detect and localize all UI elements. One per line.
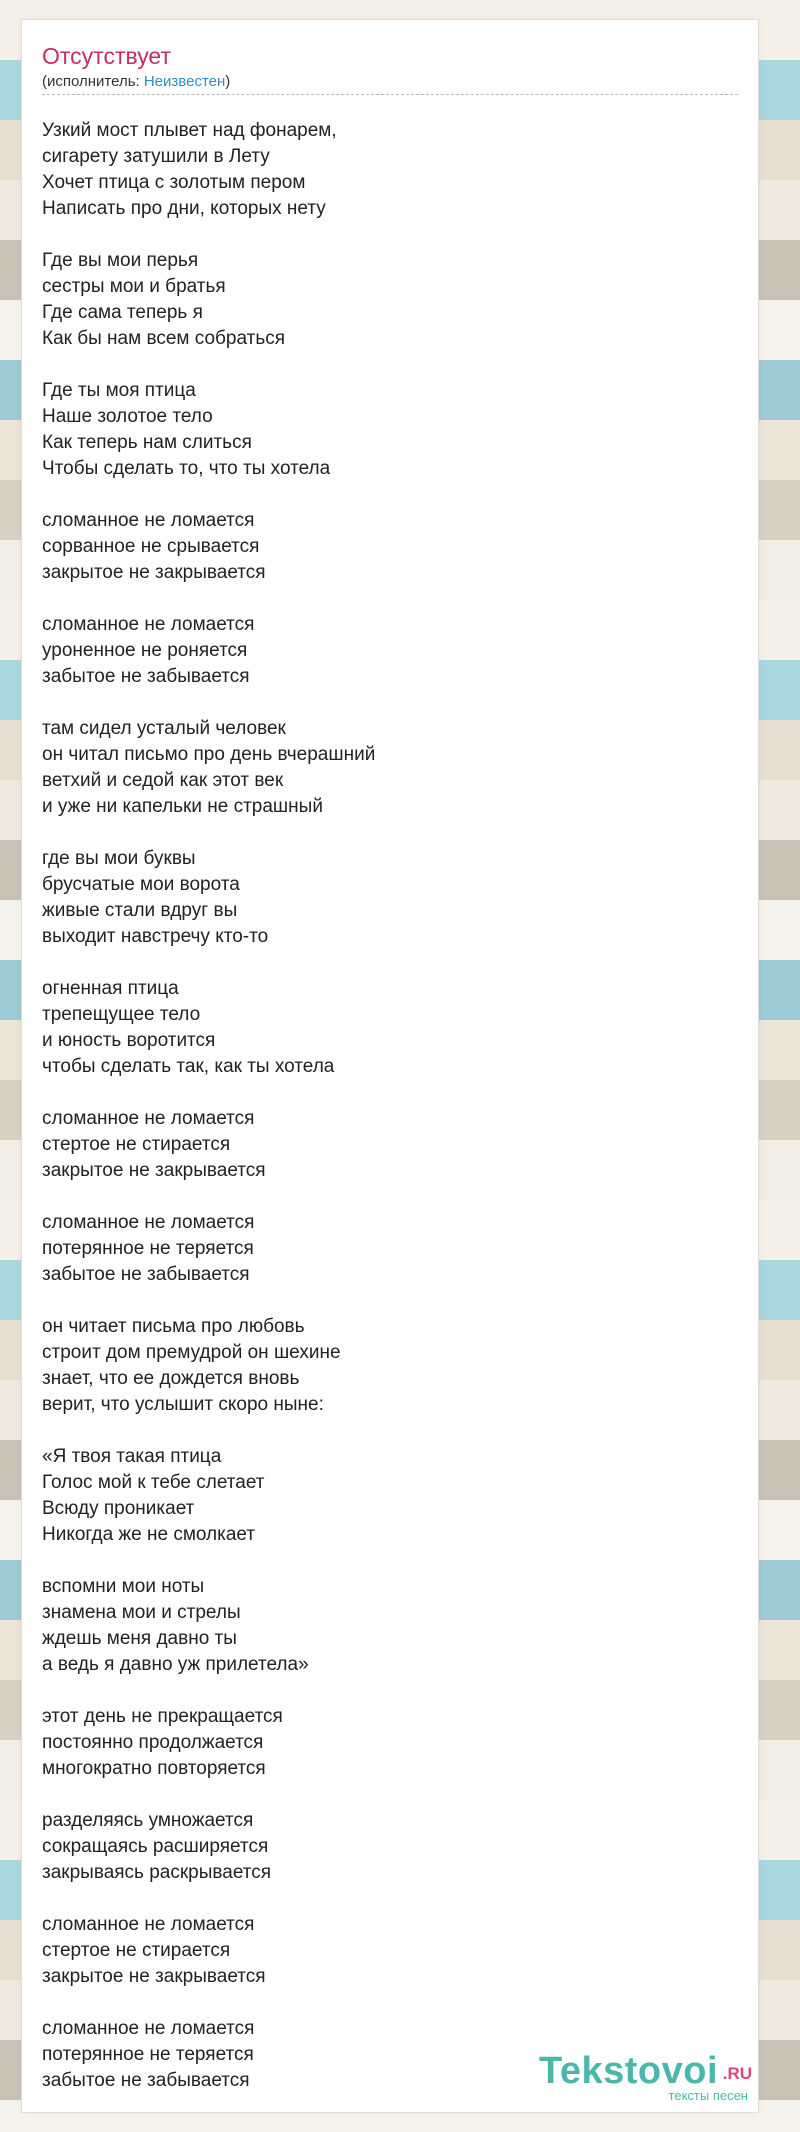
lyrics-stanza <box>42 612 738 690</box>
lyrics-line: сломанное не ломается <box>42 1108 255 1129</box>
lyrics-line: знамена мои и стрелы <box>42 1602 241 1623</box>
lyrics-stanza <box>42 1314 738 1418</box>
lyrics-stanza <box>42 1444 738 1548</box>
lyrics-stanza <box>42 1574 738 1678</box>
lyrics-line: закрываясь раскрывается <box>42 1862 272 1883</box>
lyrics-line: ветхий и седой как этот век <box>42 770 284 791</box>
lyrics-line: Узкий мост плывет над фонарем, <box>42 120 337 141</box>
lyrics-body <box>42 118 738 2120</box>
lyrics-line: сестры мои и братья <box>42 276 226 297</box>
logo-tagline: тексты песен <box>668 2088 748 2103</box>
lyrics-line: Хочет птица с золотым пером <box>42 172 306 193</box>
lyrics-line: сигарету затушили в Лету <box>42 146 270 167</box>
lyrics-line: стертое не стирается <box>42 1940 231 1961</box>
lyrics-line: там сидел усталый человек <box>42 718 286 739</box>
song-title: Отсутствует <box>42 43 171 69</box>
artist-line <box>42 72 738 95</box>
lyrics-line: сломанное не ломается <box>42 2018 255 2039</box>
lyrics-line: сорванное не срывается <box>42 536 260 557</box>
lyrics-stanza <box>42 1704 738 1782</box>
lyrics-stanza <box>42 118 738 222</box>
lyrics-line: «Я твоя такая птица <box>42 1446 222 1467</box>
lyrics-line: Голос мой к тебе слетает <box>42 1472 265 1493</box>
lyrics-line: уроненное не роняется <box>42 640 248 661</box>
lyrics-stanza <box>42 508 738 586</box>
lyrics-line: сломанное не ломается <box>42 1914 255 1935</box>
lyrics-line: сокращаясь расширяется <box>42 1836 269 1857</box>
lyrics-line: огненная птица <box>42 978 179 999</box>
lyrics-line: брусчатые мои ворота <box>42 874 240 895</box>
lyrics-line: Всюду проникает <box>42 1498 195 1519</box>
lyrics-line: сломанное не ломается <box>42 614 255 635</box>
lyrics-line: этот день не прекращается <box>42 1706 283 1727</box>
lyrics-line: Как теперь нам слиться <box>42 432 252 453</box>
lyrics-line: верит, что услышит скоро ныне: <box>42 1394 324 1415</box>
lyrics-line: трепещущее тело <box>42 1004 201 1025</box>
lyrics-line: Наше золотое тело <box>42 406 213 427</box>
lyrics-stanza <box>42 1808 738 1886</box>
lyrics-card <box>22 20 758 2112</box>
lyrics-line: многократно повторяется <box>42 1758 266 1779</box>
lyrics-line: строит дом премудрой он шехине <box>42 1342 341 1363</box>
lyrics-line: сломанное не ломается <box>42 510 255 531</box>
lyrics-line: закрытое не закрывается <box>42 1160 266 1181</box>
lyrics-line: сломанное не ломается <box>42 1212 255 1233</box>
lyrics-stanza <box>42 378 738 482</box>
lyrics-line: забытое не забывается <box>42 1264 250 1285</box>
lyrics-line: Где сама теперь я <box>42 302 203 323</box>
artist-link[interactable]: Неизвестен <box>143 73 226 90</box>
lyrics-line: он читает письма про любовь <box>42 1316 305 1337</box>
lyrics-line: вспомни мои ноты <box>42 1576 205 1597</box>
logo-tld: .RU <box>722 2064 752 2083</box>
lyrics-line: закрытое не закрывается <box>42 562 266 583</box>
lyrics-line: знает, что ее дождется вновь <box>42 1368 300 1389</box>
lyrics-stanza <box>42 976 738 1080</box>
lyrics-stanza <box>42 1106 738 1184</box>
lyrics-line: где вы мои буквы <box>42 848 196 869</box>
lyrics-line: закрытое не закрывается <box>42 1966 266 1987</box>
lyrics-line: потерянное не теряется <box>42 1238 254 1259</box>
lyrics-line: потерянное не теряется <box>42 2044 254 2065</box>
lyrics-stanza <box>42 846 738 950</box>
logo-name: Tekstovoi <box>538 2050 718 2092</box>
lyrics-line: забытое не забывается <box>42 666 250 687</box>
lyrics-line: постоянно продолжается <box>42 1732 264 1753</box>
lyrics-stanza <box>42 248 738 352</box>
lyrics-line: выходит навстречу кто-то <box>42 926 269 947</box>
lyrics-line: Написать про дни, которых нету <box>42 198 326 219</box>
lyrics-line: ждешь меня давно ты <box>42 1628 237 1649</box>
lyrics-line: и юность воротится <box>42 1030 216 1051</box>
lyrics-line: живые стали вдруг вы <box>42 900 238 921</box>
lyrics-line: Чтобы сделать то, что ты хотела <box>42 458 331 479</box>
artist-prefix: (исполнитель: <box>42 73 144 90</box>
artist-suffix: ) <box>225 73 231 90</box>
lyrics-line: разделяясь умножается <box>42 1810 254 1831</box>
site-logo[interactable] <box>514 2050 754 2106</box>
lyrics-line: Как бы нам всем собраться <box>42 328 286 349</box>
lyrics-line: Где вы мои перья <box>42 250 199 271</box>
lyrics-line: и уже ни капельки не страшный <box>42 796 323 817</box>
lyrics-stanza <box>42 1210 738 1288</box>
lyrics-line: чтобы сделать так, как ты хотела <box>42 1056 335 1077</box>
lyrics-line: забытое не забывается <box>42 2070 250 2091</box>
lyrics-line: он читал письмо про день вчерашний <box>42 744 376 765</box>
lyrics-stanza <box>42 1912 738 1990</box>
lyrics-line: Где ты моя птица <box>42 380 196 401</box>
lyrics-line: а ведь я давно уж прилетела» <box>42 1654 309 1675</box>
lyrics-line: Никогда же не смолкает <box>42 1524 256 1545</box>
lyrics-stanza <box>42 716 738 820</box>
lyrics-line: стертое не стирается <box>42 1134 231 1155</box>
